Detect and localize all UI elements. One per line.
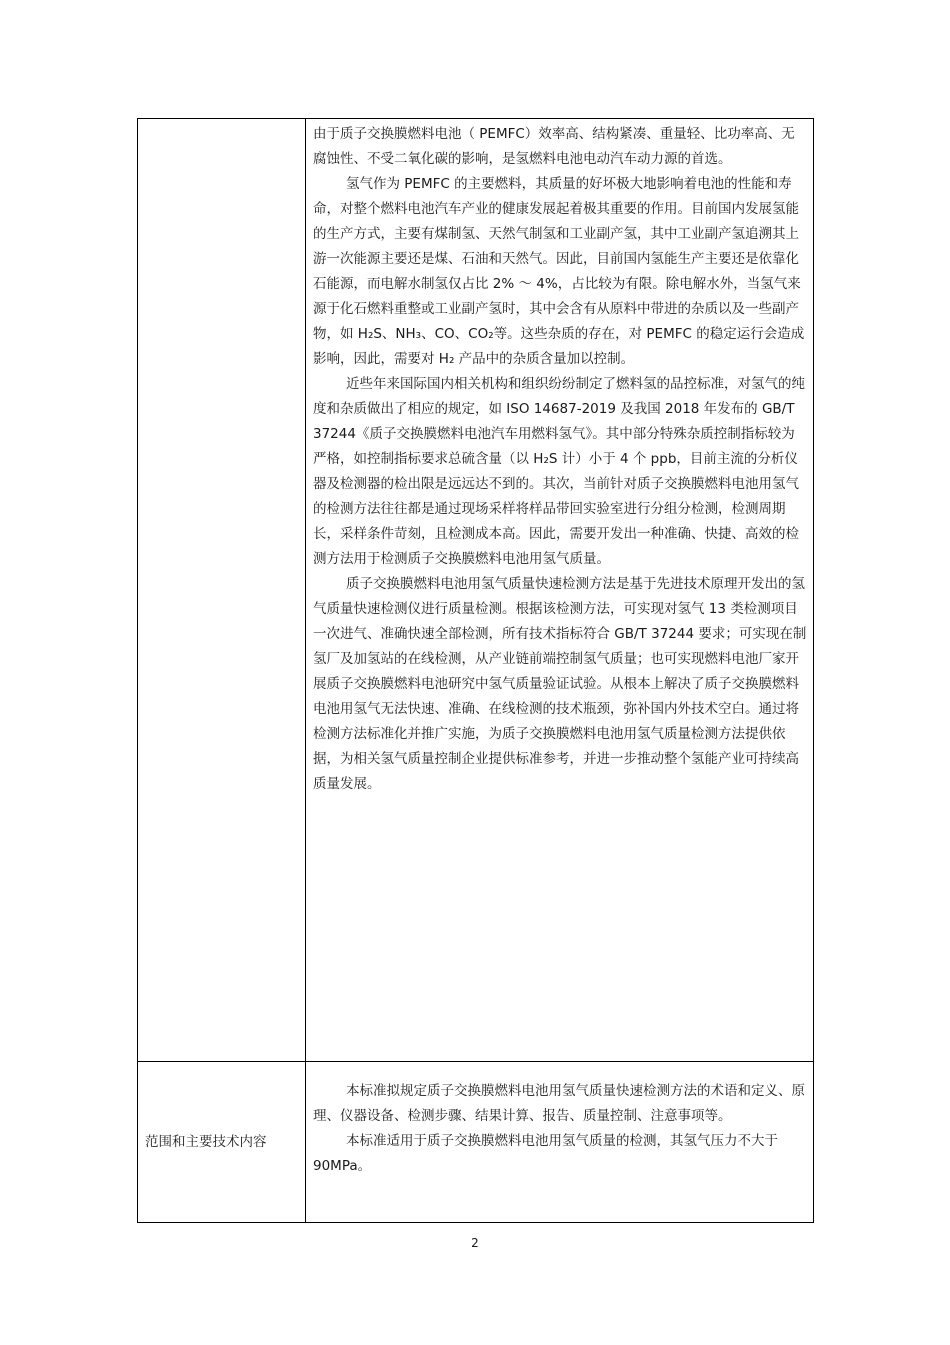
table-row-scope	[138, 1062, 814, 1223]
background-content	[306, 119, 813, 797]
scope-content	[306, 1062, 813, 1179]
row-label-cell	[138, 1062, 306, 1223]
paragraph-hydrogen-fuel: 氢气作为 PEMFC 的主要燃料，其质量的好坏极大地影响着电池的性能和寿命，对整个燃料电池汽车产业的健康发展起着极其重要的作用。目前国内发展氢能的生产方式，主要有煤制氢、天然气制氢和工业副产氢，其中工业副产氢追溯其上游一次能源主要还是煤、石油和天然气。因此，目前国内氢能生产主要还是依靠化石能源，而电解水制氢仅占比 2% ～ 4%，占比较为有限。除电解水外，当氢气来源于化石燃料重整或工业副产氢时，其中会含有从原料中带进的杂质以及一些副产物，如 H₂S、NH₃、CO、CO₂等。这些杂质的存在，对 PEMFC 的稳定运行会造成影响，因此，需要对 H₂ 产品中的杂质含量加以控制。	[313, 176, 805, 367]
row-label-scope: 范围和主要技术内容	[145, 1134, 267, 1150]
row-content-cell	[306, 1062, 814, 1223]
page-number: 2	[471, 1236, 479, 1250]
paragraph-scope: 本标准拟规定质子交换膜燃料电池用氢气质量快速检测方法的术语和定义、原理、仪器设备、检测步骤、结果计算、报告、质量控制、注意事项等。	[313, 1083, 805, 1124]
paragraph-standards: 近些年来国际国内相关机构和组织纷纷制定了燃料氢的品控标准，对氢气的纯度和杂质做出了相应的规定，如 ISO 14687-2019 及我国 2018 年发布的 GB/T 37244《质子交换膜燃料电池汽车用燃料氢气》。其中部分特殊杂质控制指标较为严格，如控制指标要求总硫含量（以 H₂S 计）小于 4 个 ppb，目前主流的分析仪器及检测器的检出限是远远达不到的。其次，当前针对质子交换膜燃料电池用氢气的检测方法往往都是通过现场采样将样品带回实验室进行分组分检测，检测周期长，采样条件苛刻，且检测成本高。因此，需要开发出一种准确、快捷、高效的检测方法用于检测质子交换膜燃料电池用氢气质量。	[313, 376, 805, 567]
row-label-cell	[138, 119, 306, 1062]
paragraph-pemfc-intro: 由于质子交换膜燃料电池（ PEMFC）效率高、结构紧凑、重量轻、比功率高、无腐蚀性、不受二氧化碳的影响，是氢燃料电池电动汽车动力源的首选。	[313, 126, 795, 167]
paragraph-method: 质子交换膜燃料电池用氢气质量快速检测方法是基于先进技术原理开发出的氢气质量快速检测仪进行质量检测。根据该检测方法，可实现对氢气 13 类检测项目一次进气、准确快速全部检测，所有技术指标符合 GB/T 37244 要求；可实现在制氢厂及加氢站的在线检测，从产业链前端控制氢气质量；也可实现燃料电池厂家开展质子交换膜燃料电池研究中氢气质量验证试验。从根本上解决了质子交换膜燃料电池用氢气无法快速、准确、在线检测的技术瓶颈，弥补国内外技术空白。通过将检测方法标准化并推广实施，为质子交换膜燃料电池用氢气质量检测方法提供依据，为相关氢气质量控制企业提供标准参考，并进一步推动整个氢能产业可持续高质量发展。	[313, 576, 807, 792]
row-content-cell	[306, 119, 814, 1062]
standard-proposal-table	[137, 118, 814, 1223]
table-row-background	[138, 119, 814, 1062]
paragraph-applicability: 本标准适用于质子交换膜燃料电池用氢气质量的检测，其氢气压力不大于 90MPa。	[313, 1133, 778, 1174]
